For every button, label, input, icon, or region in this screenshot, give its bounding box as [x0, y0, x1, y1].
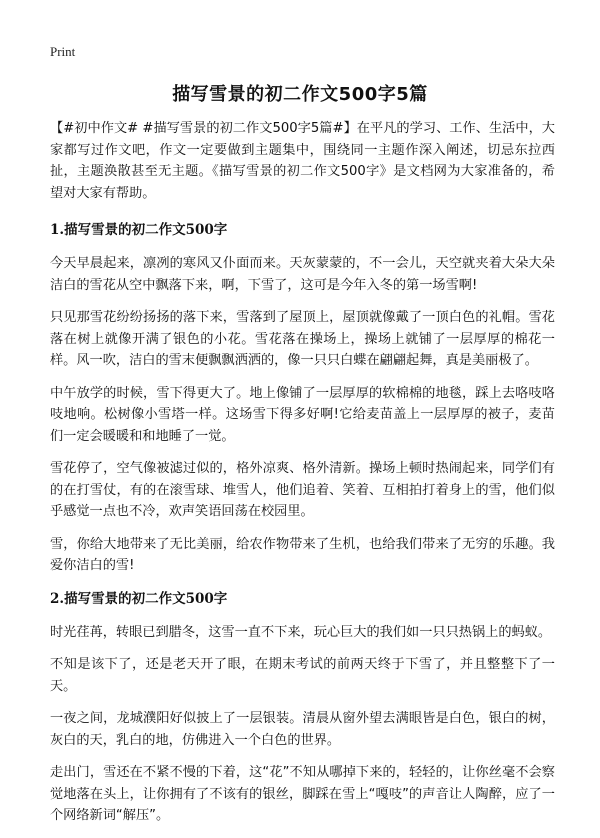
- document-body: [50, 118, 555, 838]
- section-paragraph: 中午放学的时候，雪下得更大了。地上像铺了一层厚厚的软棉棉的地毯，踩上去咯吱咯吱地响。松树像小雪塔一样。这场雪下得多好啊!它给麦苗盖上一层厚厚的被子，麦苗们一定会暖暖和和地睡了一觉。: [50, 385, 555, 444]
- section-paragraph: 走出门，雪还在不紧不慢的下着，这“花”不知从哪掉下来的，轻轻的，让你丝毫不会察觉地落在头上，让你拥有了不该有的银丝，脚踩在雪上“嘎吱”的声音让人陶醉，应了一个网络新词“解压”。: [50, 765, 555, 823]
- document-title: 描写雪景的初二作文500字5篇: [172, 84, 428, 105]
- intro-paragraph: 【#初中作文# #描写雪景的初二作文500字5篇#】在平凡的学习、工作、生活中，大家都写过作文吧，作文一定要做到主题集中，围绕同一主题作深入阐述，切忌东拉西扯，主题涣散甚至无主题。《描写雪景的初二作文500字》是文档网为大家准备的，希望对大家有帮助。: [50, 121, 555, 201]
- section-paragraph: 一夜之间，龙城濮阳好似披上了一层银装。清晨从窗外望去满眼皆是白色，银白的树，灰白的天，乳白的地，仿佛进入一个白色的世界。: [50, 711, 555, 748]
- section-paragraph: 雪，你给大地带来了无比美丽，给农作物带来了生机，也给我们带来了无穷的乐趣。我爱你洁白的雪!: [50, 536, 555, 573]
- section-paragraph: 今天早晨起来，凛冽的寒风又仆面而来。天灰蒙蒙的，不一会儿，天空就夹着大朵大朵洁白的雪花从空中飘落下来，啊，下雪了，这可是今年入冬的第一场雪啊!: [50, 256, 555, 293]
- section-heading: 2.描写雪景的初二作文500字: [50, 590, 228, 607]
- section-paragraph: 只见那雪花纷纷扬扬的落下来，雪落到了屋顶上，屋顶就像戴了一顶白色的礼帽。雪花落在树上就像开满了银色的小花。雪花落在操场上，操场上就铺了一层厚厚的棉花一样。风一吹，洁白的雪末便飘飘洒洒的，像一只只白蝶在翩翩起舞，真是美丽极了。: [50, 310, 555, 368]
- section-paragraph: 时光荏苒，转眼已到腊冬，这雪一直不下来，玩心巨大的我们如一只只热锅上的蚂蚁。: [50, 624, 552, 640]
- section-heading: 1.描写雪景的初二作文500字: [50, 222, 228, 238]
- section-paragraph: 雪花停了，空气像被滤过似的，格外凉爽、格外清新。操场上顿时热闹起来，同学们有的在打雪仗，有的在滚雪球、堆雪人，他们追着、笑着、互相拍打着身上的雪，他们似乎感觉一点也不冷，欢声笑语回荡在校园里。: [50, 461, 555, 519]
- section-paragraph: 不知是该下了，还是老天开了眼，在期末考试的前两天终于下雪了，并且整整下了一天。: [50, 657, 555, 694]
- print-link[interactable]: Print: [50, 44, 76, 59]
